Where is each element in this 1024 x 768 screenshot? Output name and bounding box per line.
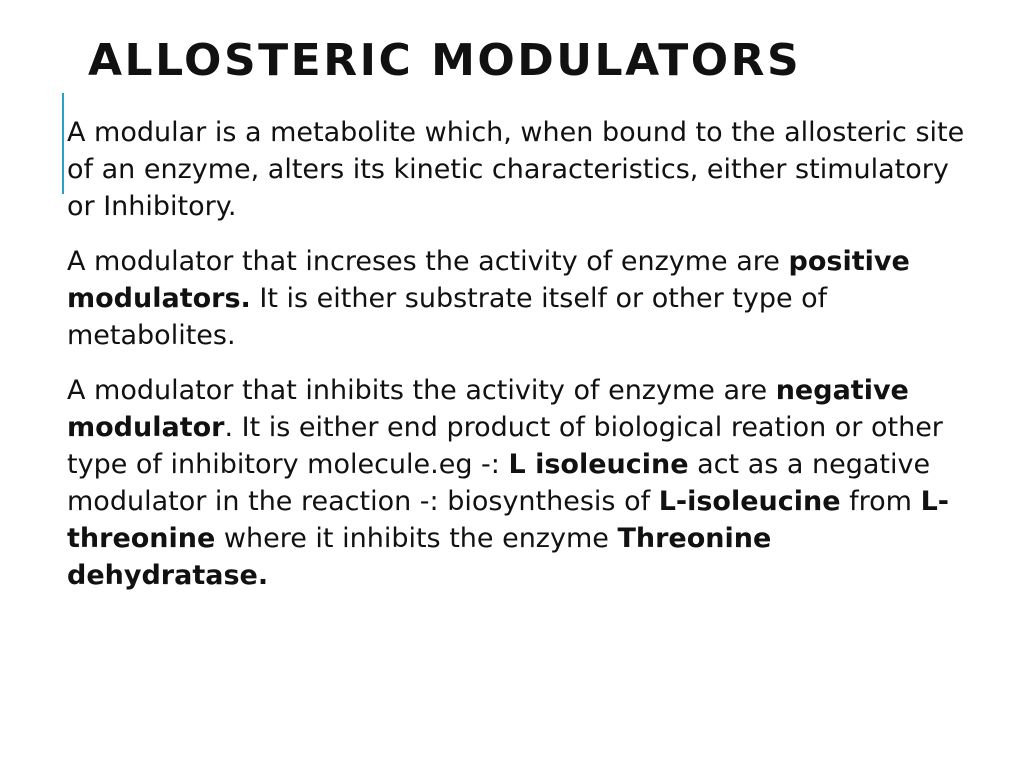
paragraph-text: from bbox=[840, 486, 921, 517]
paragraph-text: A modulator that inhibits the activity of enzyme are bbox=[67, 375, 776, 406]
slide-title: ALLOSTERIC MODULATORS bbox=[88, 35, 802, 86]
paragraph-text: A modulator that increses the activity of enzyme are bbox=[67, 246, 789, 277]
bold-term-negative-modulator: negative modulator bbox=[67, 375, 909, 443]
paragraph-text: . It is either end product of biological reation or other type of inhibitory molecule.eg -: bbox=[67, 412, 943, 480]
paragraph-definition bbox=[67, 114, 977, 225]
bold-term-threonine-dehydratase: Threonine dehydratase. bbox=[67, 523, 772, 591]
bold-term-l-isoleucine-product: L-isoleucine bbox=[658, 486, 841, 517]
bold-term-positive-modulators: positive modulators. bbox=[67, 246, 910, 314]
paragraph-text: act as a negative modulator in the reaction -: biosynthesis of bbox=[67, 449, 931, 517]
paragraph-negative-modulator bbox=[67, 372, 977, 594]
paragraph-text: A modular is a metabolite which, when bound to the allosteric site of an enzyme, alters its kinetic characteristics, either stimulatory or Inhibitory. bbox=[67, 117, 965, 222]
slide-body bbox=[67, 114, 977, 612]
accent-bar bbox=[62, 93, 64, 194]
paragraph-positive-modulator bbox=[67, 243, 977, 354]
paragraph-text: where it inhibits the enzyme bbox=[215, 523, 618, 554]
bold-term-l-isoleucine: L isoleucine bbox=[508, 449, 689, 480]
bold-term-l-threonine: L-threonine bbox=[67, 486, 949, 554]
paragraph-text: It is either substrate itself or other type of metabolites. bbox=[67, 283, 828, 351]
